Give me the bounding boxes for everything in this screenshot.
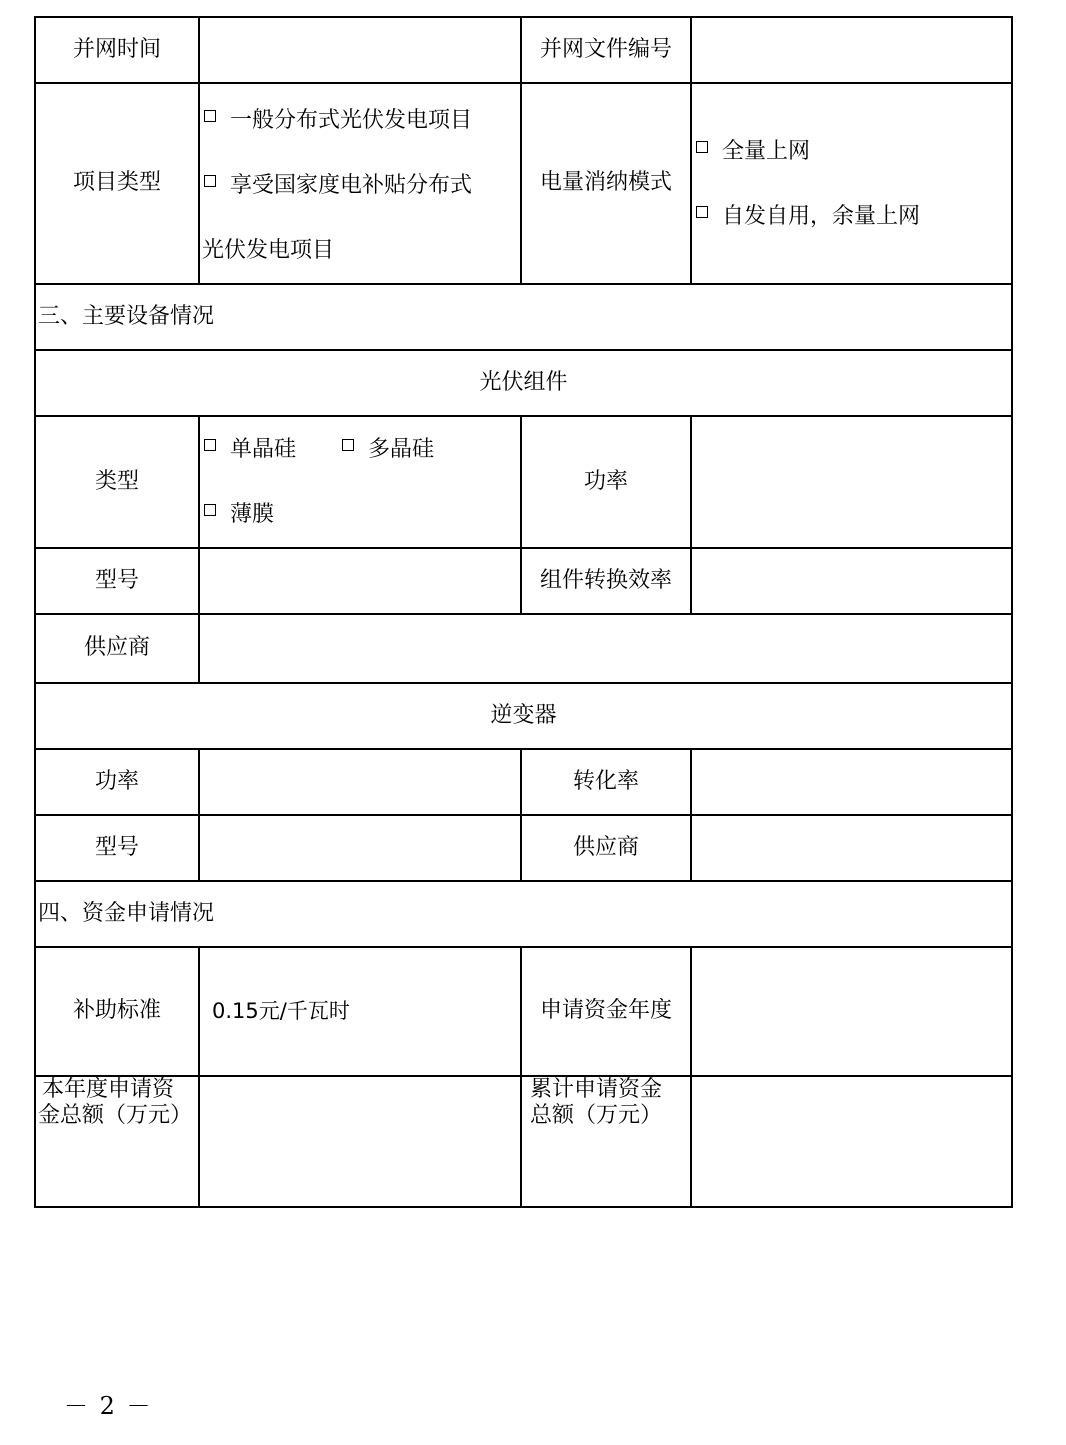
row-module-supplier	[35, 614, 1012, 683]
checkbox-icon[interactable]	[204, 110, 216, 122]
module-type-label: 类型	[35, 416, 199, 548]
row-project-type	[35, 83, 1012, 284]
consumption-option-self-use[interactable]: 自发自用，余量上网	[694, 184, 1011, 249]
module-efficiency-field[interactable]	[691, 548, 1012, 614]
row-section-4	[35, 881, 1012, 947]
project-type-label: 项目类型	[35, 83, 199, 284]
funding-year-field[interactable]	[691, 947, 1012, 1076]
grid-time-label: 并网时间	[35, 17, 199, 83]
row-module-model	[35, 548, 1012, 614]
section-4-title: 四、资金申请情况	[35, 881, 1012, 947]
page-number: － 2 －	[64, 1392, 153, 1420]
row-inverter-model	[35, 815, 1012, 881]
module-power-label: 功率	[521, 416, 691, 548]
application-form-sheet	[34, 16, 1011, 1208]
consumption-option-full[interactable]: 全量上网	[694, 119, 1011, 184]
checkbox-icon[interactable]	[696, 206, 708, 218]
project-type-options	[199, 83, 521, 284]
project-type-option-subsidized[interactable]: 享受国家度电补贴分布式	[202, 153, 520, 218]
subsidy-value: 0.15元/千瓦时	[199, 947, 521, 1076]
row-grid-connection-time	[35, 17, 1012, 83]
module-option-poly[interactable]: 多晶硅	[340, 437, 434, 462]
grid-time-field[interactable]	[199, 17, 521, 83]
cumulative-amount-field[interactable]	[691, 1076, 1012, 1207]
module-model-field[interactable]	[199, 548, 521, 614]
checkbox-icon[interactable]	[342, 439, 354, 451]
module-supplier-field[interactable]	[199, 614, 1012, 683]
inverter-supplier-label: 供应商	[521, 815, 691, 881]
cumulative-amount-label: 累计申请资金 总额（万元）	[521, 1076, 691, 1207]
inverter-title: 逆变器	[35, 683, 1012, 749]
inverter-supplier-field[interactable]	[691, 815, 1012, 881]
consumption-mode-options	[691, 83, 1012, 284]
subsidy-label: 补助标准	[35, 947, 199, 1076]
funding-year-label: 申请资金年度	[521, 947, 691, 1076]
checkbox-icon[interactable]	[696, 141, 708, 153]
row-section-3	[35, 284, 1012, 350]
annual-amount-field[interactable]	[199, 1076, 521, 1207]
inverter-power-label: 功率	[35, 749, 199, 815]
project-type-option-subsidized-cont: 光伏发电项目	[202, 238, 335, 263]
project-type-option-general[interactable]: 一般分布式光伏发电项目	[202, 88, 520, 153]
checkbox-icon[interactable]	[204, 504, 216, 516]
module-model-label: 型号	[35, 548, 199, 614]
module-supplier-label: 供应商	[35, 614, 199, 683]
inverter-model-label: 型号	[35, 815, 199, 881]
module-efficiency-label: 组件转换效率	[521, 548, 691, 614]
grid-doc-number-field[interactable]	[691, 17, 1012, 83]
grid-doc-number-label: 并网文件编号	[521, 17, 691, 83]
checkbox-icon[interactable]	[204, 175, 216, 187]
row-subsidy	[35, 947, 1012, 1076]
module-option-mono[interactable]: 单晶硅	[202, 437, 296, 462]
section-3-title: 三、主要设备情况	[35, 284, 1012, 350]
inverter-model-field[interactable]	[199, 815, 521, 881]
annual-amount-label: 本年度申请资 金总额（万元）	[35, 1076, 199, 1207]
row-module-type	[35, 416, 1012, 548]
pv-module-title: 光伏组件	[35, 350, 1012, 416]
consumption-mode-label: 电量消纳模式	[521, 83, 691, 284]
inverter-power-field[interactable]	[199, 749, 521, 815]
module-option-thin-film[interactable]: 薄膜	[202, 482, 520, 547]
module-type-options	[199, 416, 521, 548]
checkbox-icon[interactable]	[204, 439, 216, 451]
row-pv-module-title	[35, 350, 1012, 416]
row-inverter-title	[35, 683, 1012, 749]
inverter-conversion-label: 转化率	[521, 749, 691, 815]
row-inverter-power	[35, 749, 1012, 815]
inverter-conversion-field[interactable]	[691, 749, 1012, 815]
row-funding-amount	[35, 1076, 1012, 1207]
module-power-field[interactable]	[691, 416, 1012, 548]
application-form-table	[34, 16, 1013, 1208]
